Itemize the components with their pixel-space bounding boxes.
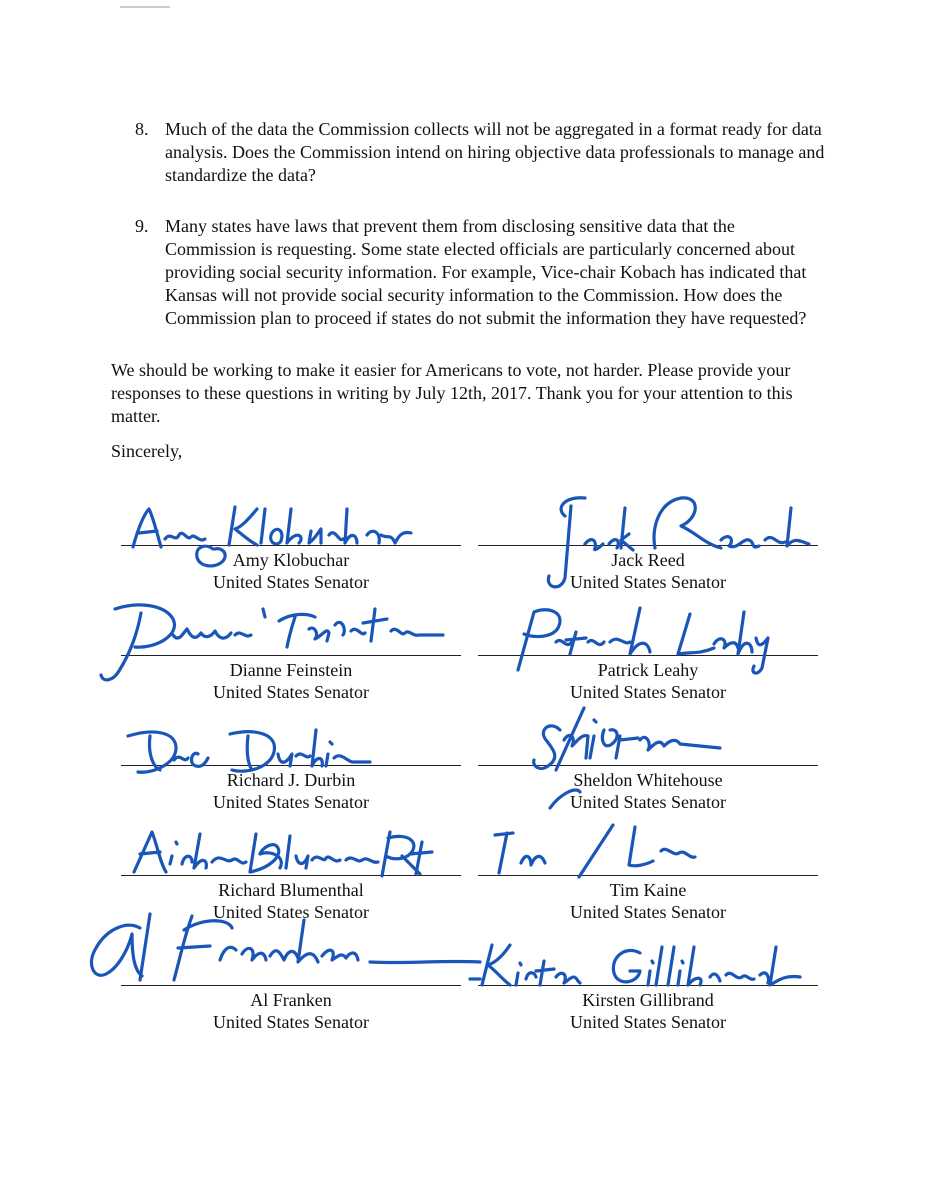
closing-paragraph: We should be working to make it easier for Americans to vote, not harder. Please provide your responses to these questions in writing by July 12th, 2017. Thank you for your attention to this matter. [111,360,793,426]
signature-line [121,875,461,876]
signatory-title: United States Senator [570,902,726,922]
signatory-title: United States Senator [213,792,369,812]
signature-line [478,765,818,766]
signature-line [478,545,818,546]
signatory-title: United States Senator [570,1012,726,1032]
signature-line [121,765,461,766]
signatory-name: Amy Klobuchar [232,550,350,570]
signatory-name: Dianne Feinstein [229,660,353,680]
signatory-title: United States Senator [213,572,369,592]
signatory-name: Al Franken [250,990,332,1010]
signature-line [121,985,461,986]
signatory-title: United States Senator [570,572,726,592]
signatory-name: Richard J. Durbin [226,770,356,790]
signatory-title: United States Senator [570,792,726,812]
signature-line [121,655,461,656]
question-text: Many states have laws that prevent them from disclosing sensitive data that the Commission is requesting. Some state elected officials are particularly concerned about providing social security information. For example, Vice-chair Kobach has indicated that Kansas will not provide social security information to the Commission. How does the Commission plan to proceed if states do not submit the information they have requested? [165,216,807,328]
signatory-title: United States Senator [213,682,369,702]
signatory-title: United States Senator [570,682,726,702]
question-number: 9. [135,216,149,236]
signatory-name: Patrick Leahy [597,660,699,680]
signatory-name: Kirsten Gillibrand [582,990,714,1010]
signatory-title: United States Senator [213,1012,369,1032]
question-number: 8. [135,119,149,139]
signature-line [121,545,461,546]
signature-gillibrand [470,935,830,995]
signature-line [478,985,818,986]
question-8 [120,118,825,188]
signatory-name: Tim Kaine [609,880,687,900]
question-9 [120,215,820,333]
scan-mark-top [120,6,170,8]
signatory-name: Jack Reed [611,550,685,570]
signature-line [478,655,818,656]
signatory-title: United States Senator [213,902,369,922]
signatory-name: Sheldon Whitehouse [573,770,723,790]
question-text: Much of the data the Commission collects will not be aggregated in a format ready for data analysis. Does the Commission intend on hiring objective data professionals to manage and standardize the data? [165,119,825,185]
valediction: Sincerely, [111,441,183,461]
signatory-name: Richard Blumenthal [218,880,364,900]
signature-line [478,875,818,876]
